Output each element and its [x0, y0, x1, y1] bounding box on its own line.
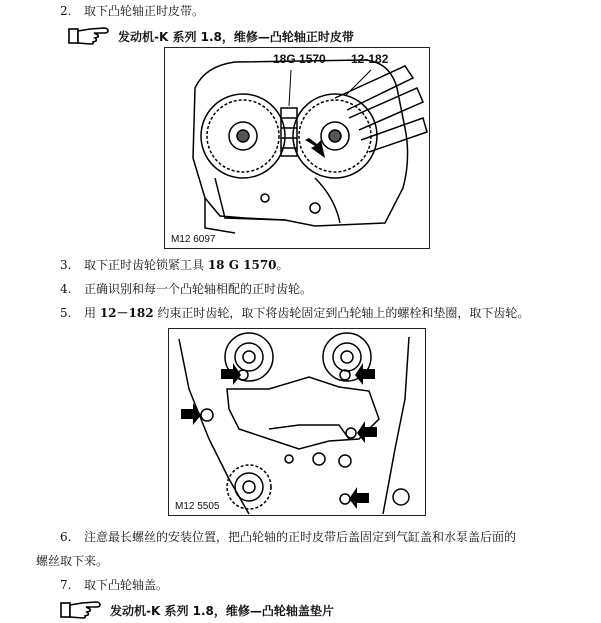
step-5 — [60, 306, 529, 320]
step-text-end: 约束正时齿轮，取下将齿轮固定到凸轮轴上的螺栓和垫圈，取下齿轮。 — [153, 306, 530, 320]
step-3 — [60, 258, 289, 272]
reference-text: 发动机-K 系列 1.8，维修—凸轮轴正时皮带 — [118, 30, 354, 44]
figure-code: M12 5505 — [175, 501, 220, 512]
step-7 — [60, 578, 168, 592]
step-text: 螺丝取下来。 — [36, 554, 109, 568]
step-text: 正确识别和每一个凸轮轴相配的正时齿轮。 — [84, 282, 313, 296]
gear-bolts-illustration — [169, 329, 425, 515]
figure-gear-bolts — [168, 328, 426, 516]
step-number: 6. — [60, 530, 72, 544]
camshaft-gears-illustration — [165, 48, 429, 248]
pointing-hand-icon — [68, 24, 110, 49]
step-4 — [60, 282, 312, 296]
step-text-end: 。 — [276, 258, 289, 272]
step-text: 取下凸轮轴盖。 — [84, 578, 169, 592]
callout-holding-tool: 12-182 — [351, 52, 389, 66]
step-number: 5. — [60, 306, 72, 320]
step-text: 取下正时齿轮锁紧工具 — [84, 258, 208, 272]
step-number: 2. — [60, 4, 72, 18]
step-text: 用 — [84, 306, 100, 320]
reference-text: 发动机-K 系列 1.8，维修—凸轮轴盖垫片 — [110, 604, 334, 618]
tool-number: 12－182 — [99, 306, 154, 320]
step-6-continuation — [36, 554, 108, 568]
tool-number: 18 G 1570 — [207, 258, 277, 272]
figure-code: M12 6097 — [171, 234, 216, 245]
step-number: 3. — [60, 258, 72, 272]
step-6 — [60, 530, 516, 544]
step-text: 注意最长螺丝的安装位置，把凸轮轴的正时皮带后盖固定到气缸盖和水泵盖后面的 — [84, 530, 517, 544]
figure-camshaft-gears-locking-tool — [164, 47, 430, 249]
callout-locking-tool: 18G 1570 — [273, 52, 326, 66]
step-number: 7. — [60, 578, 72, 592]
step-2 — [60, 4, 204, 18]
pointing-hand-icon — [60, 598, 102, 623]
step-text: 取下凸轮轴正时皮带。 — [84, 4, 205, 18]
step-number: 4. — [60, 282, 72, 296]
